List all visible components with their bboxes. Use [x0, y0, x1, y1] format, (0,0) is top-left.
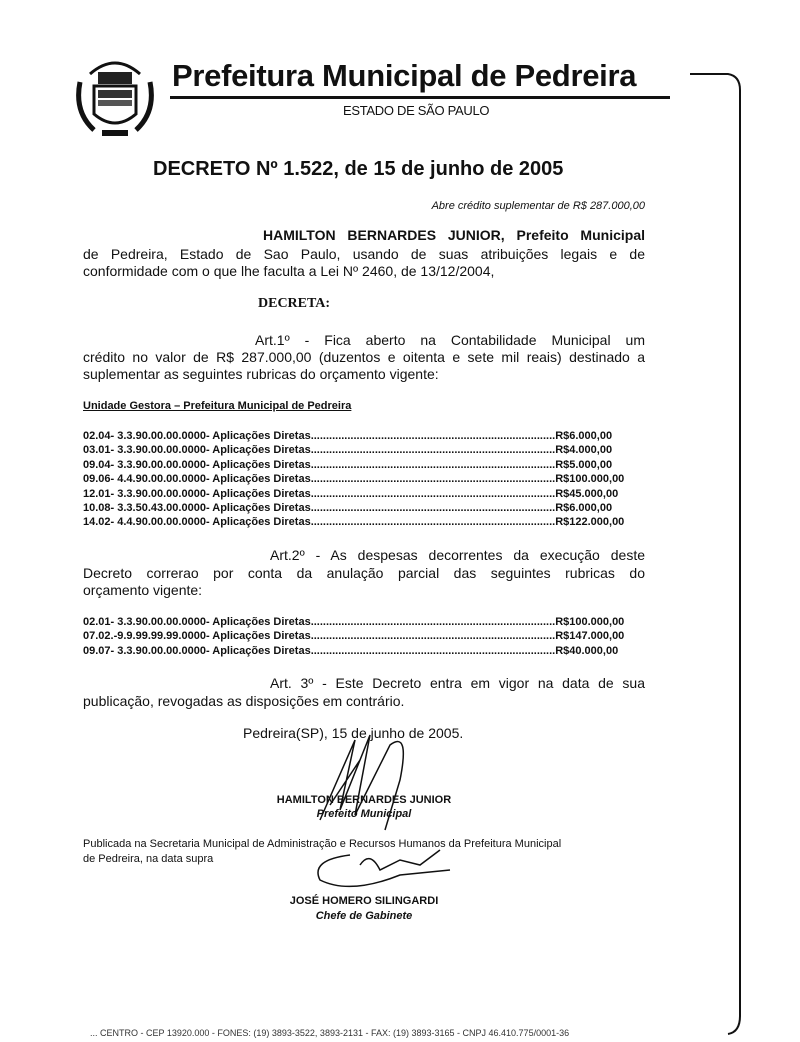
amount: 45.000,00 — [569, 487, 619, 500]
footer-address: ... CENTRO - CEP 13920.000 - FONES: (19) 3893-3522, 3893-2131 - FAX: (19) 3893-3165 - CNPJ 46.410.775/0001-36 — [90, 1028, 570, 1038]
budget-row — [83, 630, 625, 643]
letterhead-title: Prefeitura Municipal de Pedreira — [172, 58, 637, 93]
budget-row — [83, 616, 625, 628]
art1-line: suplementar as seguintes rubricas do orçamento vigente: — [83, 366, 439, 382]
signer1-role: Prefeito Municipal — [316, 808, 412, 820]
art3-line: Art. 3º - Este Decreto entra em vigor na data de sua — [270, 675, 645, 691]
signer2-role: Chefe de Gabinete — [315, 910, 413, 922]
unidade-gestora-label: Unidade Gestora – Prefeitura Municipal de Pedreira — [83, 400, 352, 412]
amount: 4.000,00 — [569, 444, 613, 457]
art2-line: orçamento vigente: — [83, 582, 203, 598]
amount: 100.000,00 — [569, 473, 625, 486]
budget-code: 14.02- 4.4.90.00.00.0000- Aplicações Diretas................................................................................ — [83, 516, 556, 529]
preamble-line: de Pedreira, Estado de Sao Paulo, usando de suas atribuições legais e de — [83, 246, 645, 262]
budget-code: 12.01- 3.3.90.00.00.0000- Aplicações Diretas................................................................................ — [83, 487, 556, 500]
currency: R$ — [555, 458, 570, 471]
chief-signature — [290, 840, 470, 900]
amount: 147.000,00 — [569, 630, 625, 643]
art2-line: Art.2º - As despesas decorrentes da execução deste — [270, 547, 645, 563]
amount: 5.000,00 — [569, 458, 613, 471]
budget-row — [83, 644, 619, 657]
budget-code: 02.04- 3.3.90.00.00.0000- Aplicações Diretas................................................................................ — [83, 430, 556, 442]
budget-row — [83, 487, 619, 500]
currency: R$ — [555, 487, 570, 500]
budget-row — [83, 502, 613, 514]
amount: 6.000,00 — [569, 430, 613, 442]
art1-line: Art.1º - Fica aberto na Contabilidade Municipal um — [255, 332, 645, 348]
decree-heading: DECRETO Nº 1.522, de 15 de junho de 2005 — [153, 158, 564, 180]
publication-note: Publicada na Secretaria Municipal de Administração e Recursos Humanos da Prefeitura Municipal — [83, 838, 562, 850]
currency: R$ — [555, 430, 570, 442]
currency: R$ — [555, 502, 570, 514]
preamble-line: conformidade com o que lhe faculta a Lei Nº 2460, de 13/12/2004, — [83, 263, 495, 279]
budget-code: 09.06- 4.4.90.00.00.0000- Aplicações Diretas................................................................................ — [83, 473, 556, 486]
currency: R$ — [555, 473, 570, 486]
budget-code: 10.08- 3.3.50.43.00.0000- Aplicações Diretas................................................................................ — [83, 502, 556, 514]
budget-row — [83, 516, 625, 529]
decreta-label: DECRETA: — [258, 296, 331, 311]
title-underline — [170, 96, 670, 99]
signer1-name: HAMILTON BERNARDES JUNIOR — [276, 794, 452, 806]
municipal-crest-logo — [72, 52, 158, 140]
budget-code: 02.01- 3.3.90.00.00.0000- Aplicações Diretas................................................................................ — [83, 616, 556, 628]
amount: 122.000,00 — [569, 516, 625, 529]
preamble-line — [83, 227, 645, 243]
budget-row — [83, 444, 613, 457]
place-date: Pedreira(SP), 15 de junho de 2005. — [243, 725, 464, 741]
letterhead-subtitle: ESTADO DE SÃO PAULO — [343, 103, 490, 118]
decree-summary: Abre crédito suplementar de R$ 287.000,00 — [431, 200, 645, 212]
budget-row — [83, 430, 613, 442]
currency: R$ — [555, 616, 570, 628]
currency: R$ — [555, 644, 570, 657]
amount: 40.000,00 — [569, 644, 619, 657]
budget-code: 03.01- 3.3.90.00.00.0000- Aplicações Diretas................................................................................ — [83, 444, 556, 457]
preamble-text: HAMILTON BERNARDES JUNIOR, Prefeito Municipal — [263, 227, 645, 243]
budget-row — [83, 458, 613, 471]
signer2-name: JOSÉ HOMERO SILINGARDI — [289, 895, 439, 907]
budget-code: 09.07- 3.3.90.00.00.0000- Aplicações Diretas................................................................................ — [83, 644, 556, 657]
budget-row — [83, 473, 625, 486]
budget-code: 07.02.-9.9.99.99.99.0000- Aplicações Diretas................................................................................ — [83, 630, 556, 643]
currency: R$ — [555, 516, 570, 529]
amount: 6.000,00 — [569, 502, 613, 514]
budget-code: 09.04- 3.3.90.00.00.0000- Aplicações Diretas................................................................................ — [83, 458, 556, 471]
amount: 100.000,00 — [569, 616, 625, 628]
art2-line: Decreto correrao por conta da anulação parcial das seguintes rubricas do — [83, 565, 645, 581]
publication-note: de Pedreira, na data supra — [83, 853, 214, 865]
currency: R$ — [555, 444, 570, 457]
currency: R$ — [555, 630, 570, 643]
art1-line: crédito no valor de R$ 287.000,00 (duzentos e oitenta e sete mil reais) destinado a — [83, 349, 645, 365]
art3-line: publicação, revogadas as disposições em contrário. — [83, 693, 405, 709]
